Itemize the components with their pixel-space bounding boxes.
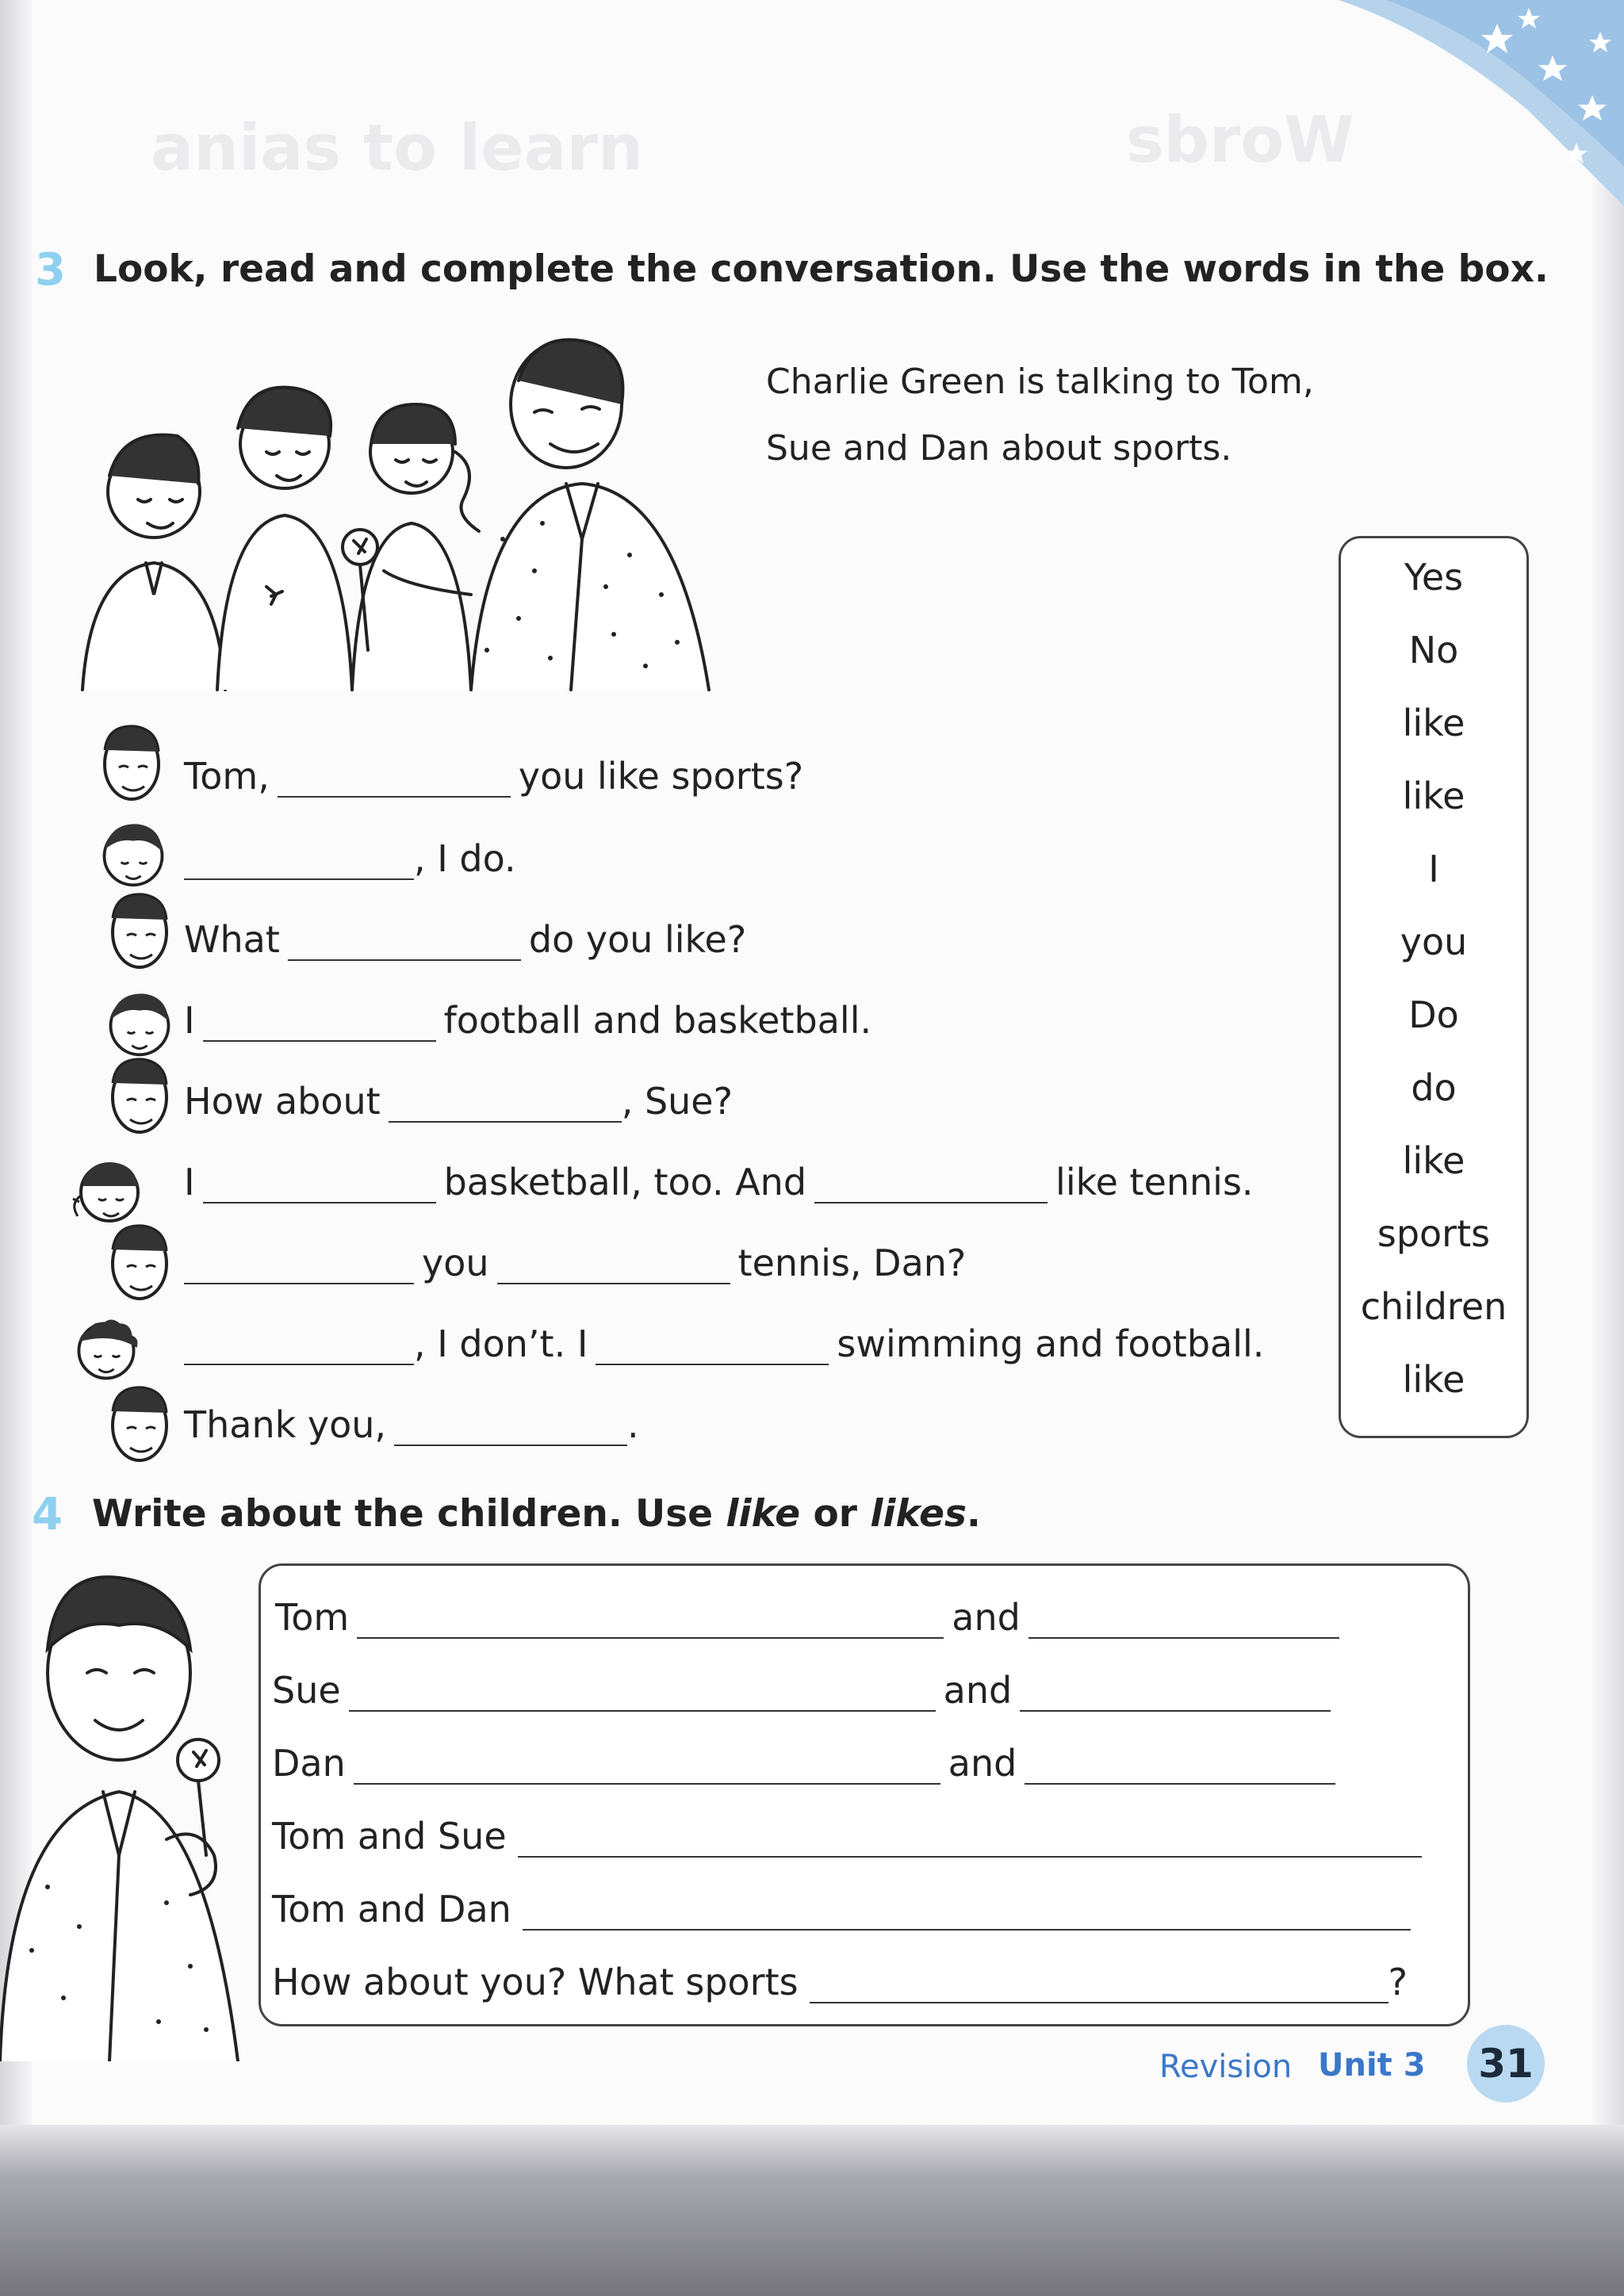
conversation-line-3 (184, 913, 746, 961)
row-and: and (943, 1669, 1013, 1712)
exercise-4-title-or: or (800, 1492, 871, 1536)
line-7-text-a: you (422, 1242, 489, 1284)
line-4-text-b: football and basketball. (443, 999, 872, 1042)
word-box-item: Do (1408, 993, 1459, 1036)
intro-line-1: Charlie Green is talking to Tom, (766, 362, 1314, 402)
write-blank[interactable] (523, 1894, 1411, 1931)
footer-unit: Unit 3 (1318, 2047, 1426, 2084)
word-box-item: Yes (1404, 556, 1464, 599)
show-through-text: sbroW (1126, 103, 1354, 177)
word-box-item: like (1402, 1358, 1465, 1401)
line-6-blank-1[interactable] (203, 1167, 436, 1203)
line-3-text-a: What (184, 918, 280, 961)
line-6-blank-2[interactable] (814, 1167, 1048, 1203)
page-number: 31 (1467, 2025, 1545, 2103)
line-5-text-b: , Sue? (621, 1080, 733, 1123)
row-label: Tom (275, 1596, 350, 1639)
row-label: Dan (272, 1742, 346, 1785)
exercise-4-title-end: . (966, 1492, 981, 1536)
conversation-line-7 (184, 1237, 966, 1284)
row-label: How about you? What sports (272, 1961, 799, 2003)
charlie-face-icon (100, 886, 179, 974)
write-blank[interactable] (1025, 1748, 1335, 1785)
line-5-blank[interactable] (389, 1086, 622, 1123)
show-through-text-2: anias to learn (151, 111, 643, 185)
write-row-sue (272, 1664, 1339, 1712)
write-row-tom-sue (272, 1810, 1430, 1858)
charlie-face-icon (100, 1380, 179, 1467)
word-box-item: do (1411, 1066, 1457, 1109)
interview-illustration (59, 333, 725, 698)
exercise-3-title: Look, read and complete the conversation. Use the words in the box. (94, 247, 1549, 291)
line-6-text-b: basketball, too. And (443, 1161, 807, 1203)
row-label: Sue (272, 1669, 341, 1712)
row-end: ? (1388, 1961, 1408, 2003)
line-8-text-a: , I don’t. I (414, 1322, 588, 1365)
writing-box (259, 1563, 1470, 2026)
write-blank[interactable] (1028, 1602, 1339, 1639)
word-box (1339, 536, 1529, 1438)
exercise-4-title-like: like (726, 1492, 801, 1536)
write-blank[interactable] (1020, 1675, 1331, 1712)
line-4-blank[interactable] (203, 1005, 436, 1042)
word-box-item: I (1428, 848, 1439, 890)
line-4-text-a: I (184, 999, 195, 1042)
tom-face-icon (95, 815, 171, 891)
intro-line-2: Sue and Dan about sports. (766, 428, 1232, 469)
conversation-line-1 (184, 750, 803, 798)
row-label: Tom and Dan (272, 1888, 511, 1931)
row-and: and (952, 1596, 1021, 1639)
exercise-3-number: 3 (35, 244, 66, 296)
line-3-blank[interactable] (288, 924, 521, 961)
footer-revision: Revision (1159, 2049, 1293, 2085)
tom-face-icon (102, 985, 178, 1061)
exercise-4-title (92, 1492, 981, 1536)
exercise-4-number: 4 (32, 1489, 63, 1540)
exercise-3-intro (766, 349, 1314, 482)
charlie-face-icon (100, 1218, 179, 1305)
write-blank[interactable] (518, 1821, 1422, 1858)
exercise-4-title-likes: likes (870, 1492, 967, 1536)
charlie-face-icon (92, 718, 171, 806)
word-box-item: you (1400, 920, 1468, 963)
write-row-dan (272, 1737, 1343, 1785)
write-row-tom-dan (272, 1883, 1419, 1931)
line-7-text-b: tennis, Dan? (737, 1242, 967, 1284)
line-7-blank-1[interactable] (184, 1248, 414, 1284)
line-9-text-b: . (627, 1403, 639, 1446)
line-9-blank[interactable] (394, 1410, 627, 1446)
line-1-text-b: you like sports? (518, 755, 804, 798)
word-box-item: like (1402, 702, 1465, 744)
conversation-line-6 (184, 1156, 1254, 1203)
row-label: Tom and Sue (272, 1815, 507, 1858)
line-1-blank[interactable] (278, 761, 511, 798)
write-row-tom (275, 1591, 1347, 1639)
write-blank[interactable] (810, 1967, 1388, 2003)
line-2-text: , I do. (414, 837, 516, 880)
line-6-text-a: I (184, 1161, 195, 1203)
word-box-item: like (1402, 1139, 1465, 1182)
conversation-line-2 (184, 832, 516, 880)
row-and: and (948, 1742, 1017, 1785)
line-5-text-a: How about (184, 1080, 381, 1123)
line-8-blank-2[interactable] (596, 1329, 829, 1365)
conversation-line-4 (184, 994, 871, 1042)
dan-face-icon (68, 1310, 144, 1386)
write-blank[interactable] (357, 1602, 944, 1639)
word-box-item: No (1408, 629, 1459, 672)
exercise-4-title-text: Write about the children. Use (92, 1492, 726, 1536)
write-row-you (272, 1956, 1408, 2003)
line-1-text-a: Tom, (184, 755, 270, 798)
line-8-blank-1[interactable] (184, 1329, 414, 1365)
conversation-line-8 (184, 1318, 1264, 1365)
line-9-text-a: Thank you, (184, 1403, 386, 1446)
write-blank[interactable] (349, 1675, 936, 1712)
line-7-blank-2[interactable] (497, 1248, 730, 1284)
conversation-line-9 (184, 1399, 639, 1446)
line-3-text-b: do you like? (528, 918, 747, 961)
line-8-text-b: swimming and football. (837, 1322, 1265, 1365)
charlie-face-icon (100, 1051, 179, 1138)
scan-bottom-shadow (0, 2125, 1624, 2296)
line-2-blank[interactable] (184, 844, 414, 880)
write-blank[interactable] (354, 1748, 940, 1785)
word-box-item: like (1402, 775, 1465, 817)
word-box-item: children (1360, 1285, 1507, 1328)
presenter-illustration (0, 1554, 270, 2061)
page-right-edge (1592, 0, 1624, 2141)
conversation-line-5 (184, 1075, 733, 1123)
word-box-item: sports (1377, 1212, 1491, 1255)
line-6-text-c: like tennis. (1055, 1161, 1254, 1203)
